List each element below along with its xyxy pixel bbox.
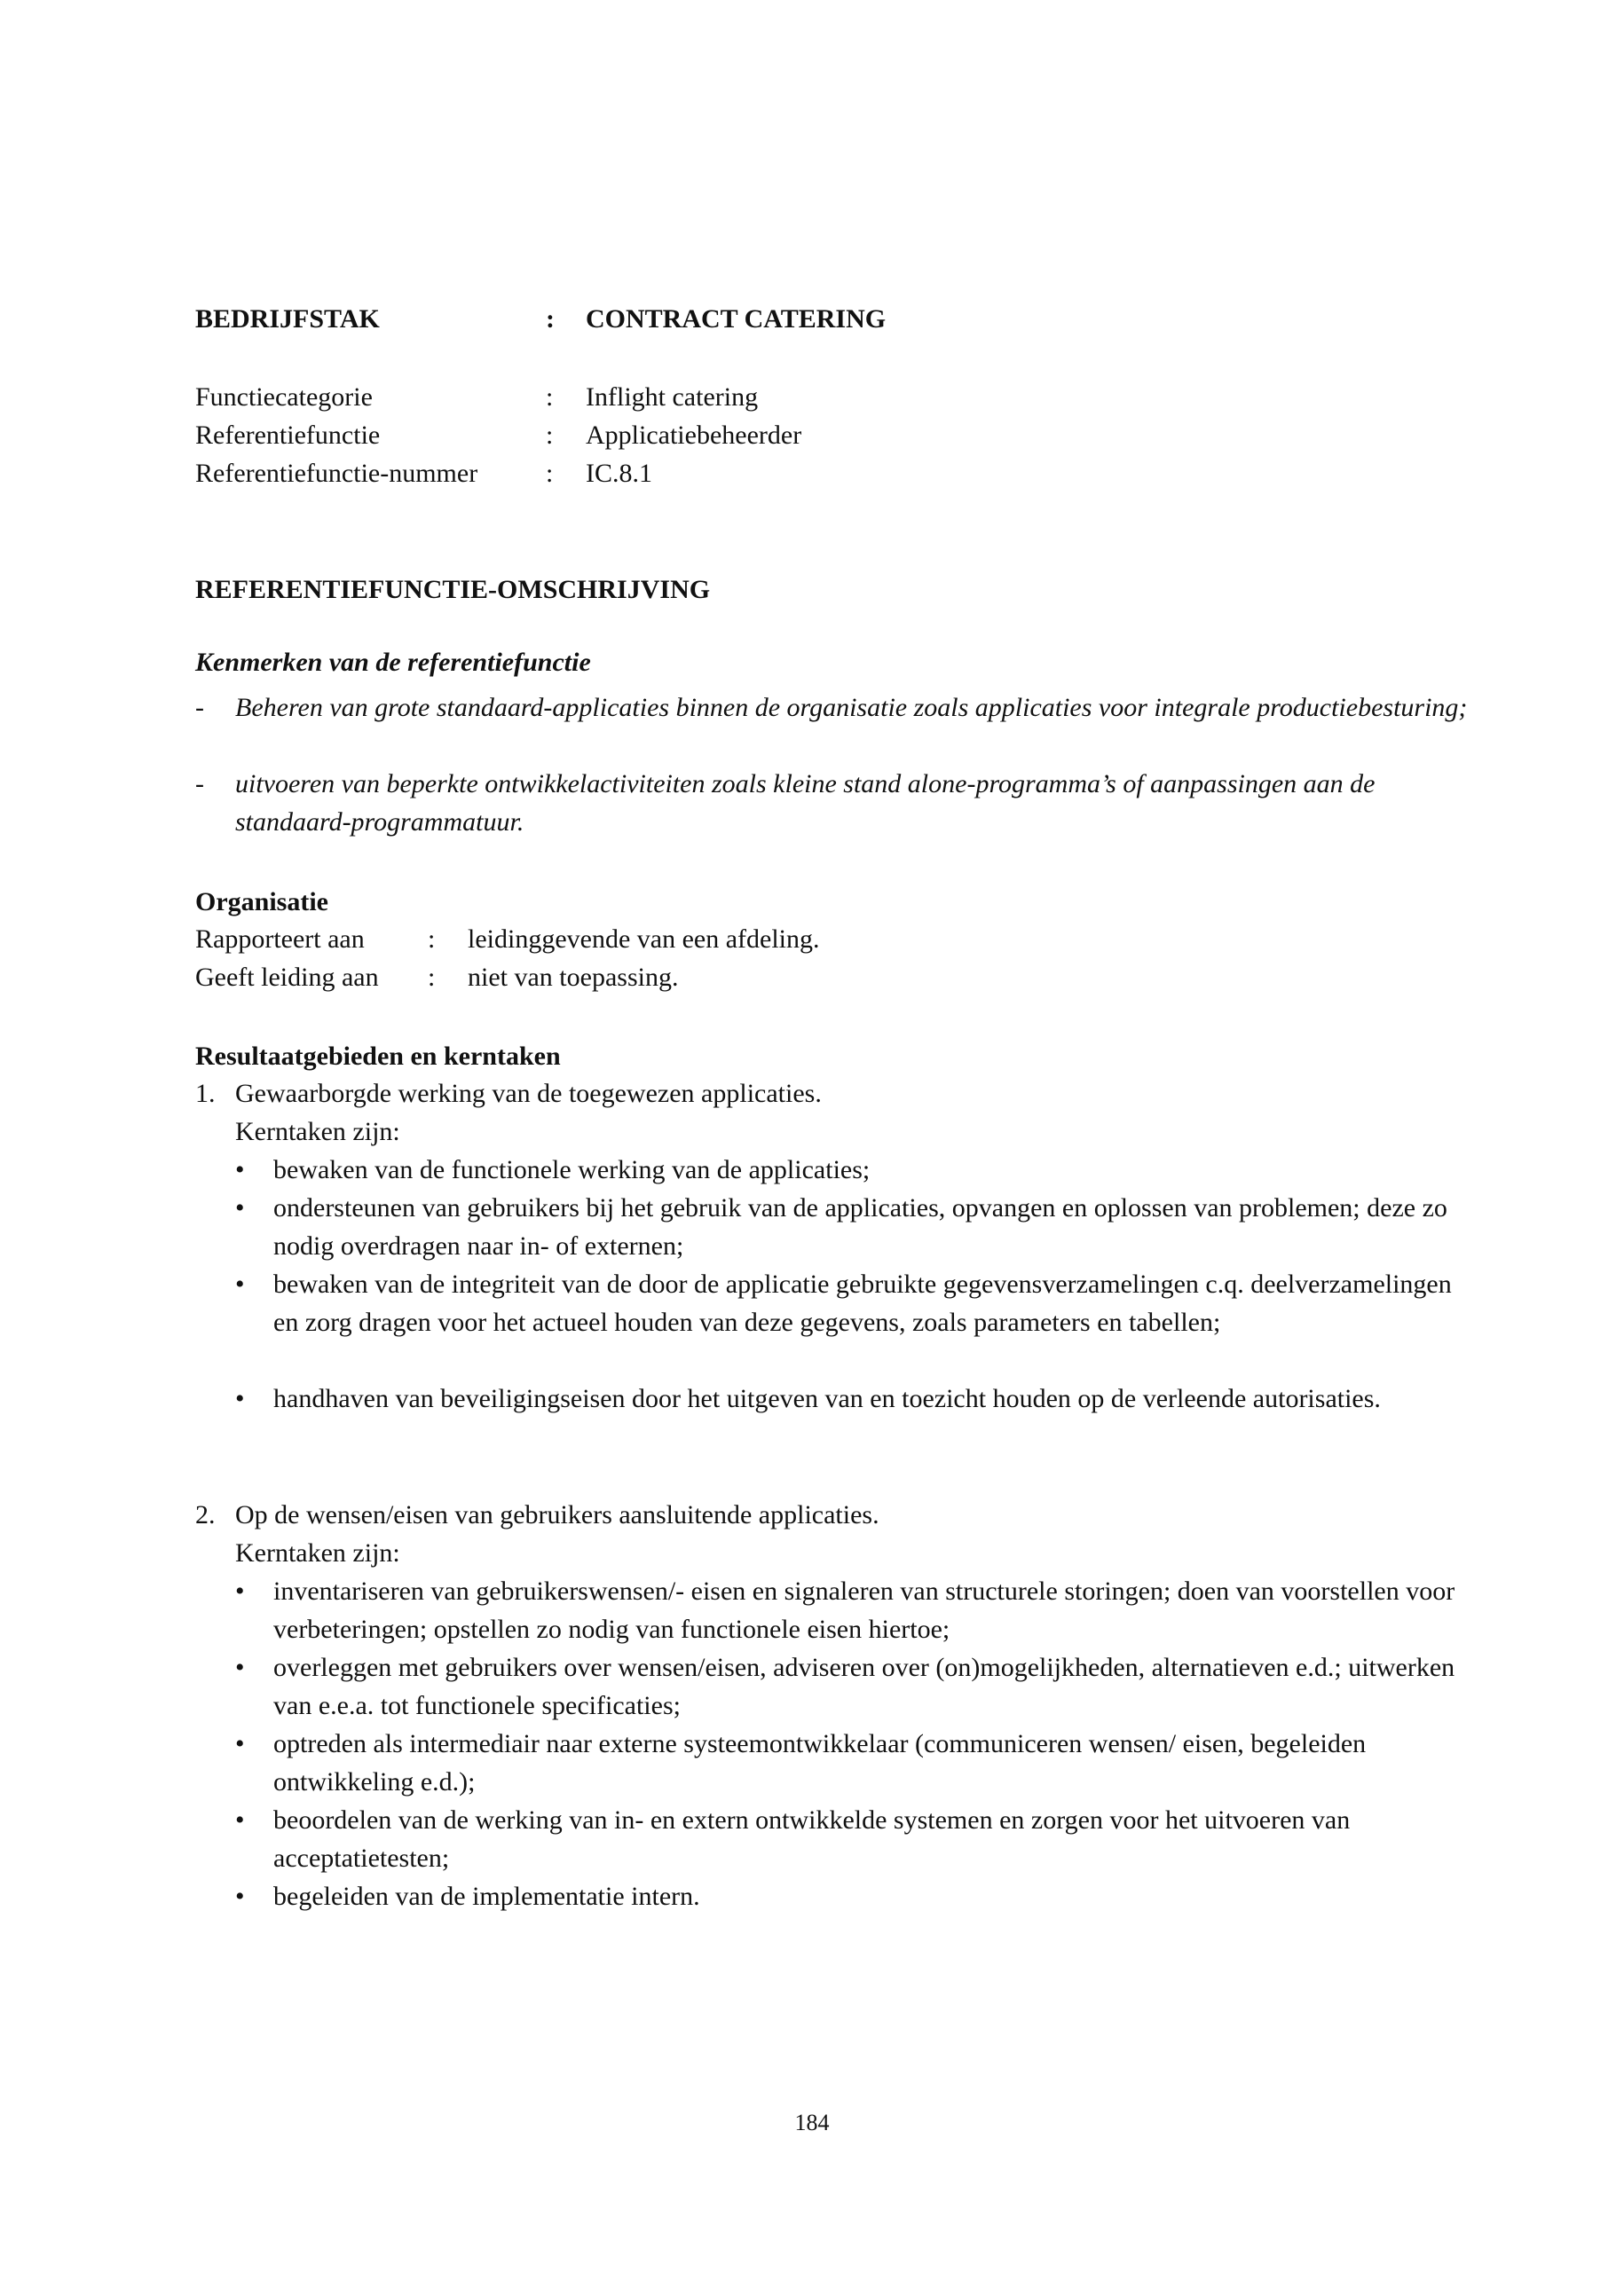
separator: : <box>546 304 555 334</box>
task-text: ondersteunen van gebruikers bij het gebruik van de applicaties, opvangen en oplossen van problemen; deze zo nodig overdragen naar in- of externen; <box>273 1193 1447 1261</box>
separator: : <box>546 459 554 488</box>
organisatie-label: Geeft leiding aan <box>195 963 379 992</box>
organisatie-label: Rapporteert aan <box>195 924 365 954</box>
field-label: Referentiefunctie <box>195 421 381 450</box>
resultaat-title: Resultaatgebieden en kerntaken <box>195 1042 561 1071</box>
task-text: handhaven van beveiligingseisen door het uitgeven van en toezicht houden op de verleende autorisaties. <box>273 1384 1381 1413</box>
kenmerken-text: Beheren van grote standaard-applicaties binnen de organisatie zoals applicaties voor integrale productiebesturing; <box>235 693 1468 722</box>
area-title: Op de wensen/eisen van gebruikers aansluitende applicaties. <box>235 1500 879 1529</box>
task-text: beoordelen van de werking van in- en extern ontwikkelde systemen en zorgen voor het uitvoeren van acceptatietesten; <box>273 1805 1351 1873</box>
sector-value: CONTRACT CATERING <box>586 304 887 334</box>
bullet-marker: • <box>235 1882 245 1911</box>
organisatie-title: Organisatie <box>195 887 328 916</box>
field-label: Functiecategorie <box>195 382 373 412</box>
field-value: Applicatiebeheerder <box>586 421 802 450</box>
task-text: bewaken van de integriteit van de door de applicatie gebruikte gegevensverzamelingen c.q. deelverzamelingen en zorg dragen voor het actueel houden van deze gegevens, zoals parameters en tabellen; <box>273 1270 1452 1337</box>
organisatie-value: niet van toepassing. <box>468 963 679 992</box>
area-subtitle: Kerntaken zijn: <box>235 1538 400 1568</box>
area-number: 1. <box>195 1079 216 1108</box>
separator: : <box>546 382 554 412</box>
area-number: 2. <box>195 1500 216 1529</box>
kenmerken-title: Kenmerken van de referentiefunctie <box>195 648 591 677</box>
separator: : <box>428 924 436 954</box>
dash-marker: - <box>195 693 204 722</box>
task-text: inventariseren van gebruikerswensen/- eisen en signaleren van structurele storingen; doen van voorstellen voor verbeteringen; opstellen zo nodig van functionele eisen hiertoe; <box>273 1577 1455 1644</box>
section-title: REFERENTIEFUNCTIE-OMSCHRIJVING <box>195 575 711 604</box>
bullet-marker: • <box>235 1805 245 1835</box>
organisatie-value: leidinggevende van een afdeling. <box>468 924 820 954</box>
separator: : <box>546 421 554 450</box>
task-text: optreden als intermediair naar externe systeemontwikkelaar (communiceren wensen/ eisen, begeleiden ontwikkeling e.d.); <box>273 1729 1367 1797</box>
page-number: 184 <box>794 2110 830 2135</box>
bullet-marker: • <box>235 1384 245 1413</box>
area-subtitle: Kerntaken zijn: <box>235 1117 400 1146</box>
bullet-marker: • <box>235 1193 245 1223</box>
bullet-marker: • <box>235 1155 245 1184</box>
task-text: overleggen met gebruikers over wensen/eisen, adviseren over (on)mogelijkheden, alternatieven e.d.; uitwerken van e.e.a. tot functionele specificaties; <box>273 1653 1455 1720</box>
field-value: Inflight catering <box>586 382 759 412</box>
separator: : <box>428 963 436 992</box>
kenmerken-text: uitvoeren van beperkte ontwikkelactiviteiten zoals kleine stand alone-programma’s of aanpassingen aan de standaard-programmatuur. <box>235 769 1376 837</box>
field-value: IC.8.1 <box>586 459 652 488</box>
area-title: Gewaarborgde werking van de toegewezen applicaties. <box>235 1079 822 1108</box>
task-text: bewaken van de functionele werking van de applicaties; <box>273 1155 871 1184</box>
bullet-marker: • <box>235 1270 245 1299</box>
dash-marker: - <box>195 769 204 798</box>
bullet-marker: • <box>235 1729 245 1758</box>
field-label: Referentiefunctie-nummer <box>195 459 478 488</box>
task-text: begeleiden van de implementatie intern. <box>273 1882 700 1911</box>
bullet-marker: • <box>235 1577 245 1606</box>
bullet-marker: • <box>235 1653 245 1682</box>
sector-label: BEDRIJFSTAK <box>195 304 380 334</box>
